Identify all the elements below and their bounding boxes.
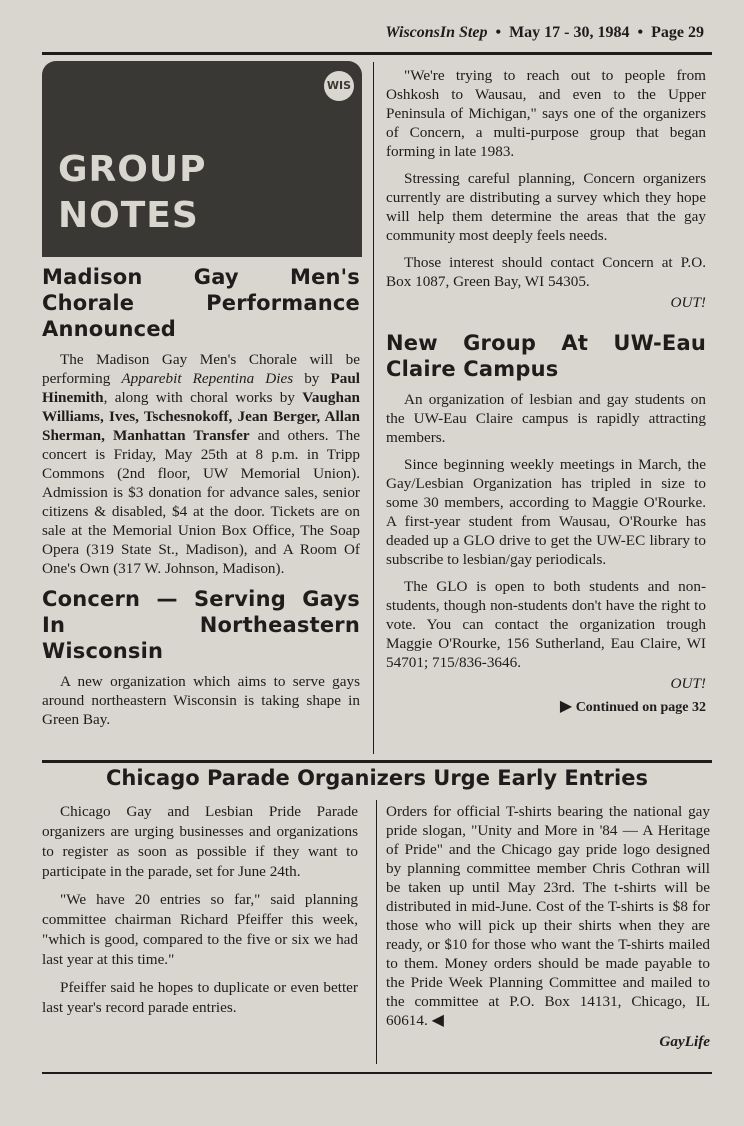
banner-title	[58, 147, 207, 239]
concern-paragraph-2: "We're trying to reach out to people from Oshkosh to Wausau, and even to the Upper Peninsula of Michigan," says one of the organizers of Concern, a multi-purpose group that began forming in late 1983.	[386, 67, 706, 160]
chicago-paragraph-2: "We have 20 entries so far," said planning committee chairman Richard Pfeiffer this week, "which is good, compared to the five or six we had last year at this time."	[42, 891, 358, 968]
eau-claire-paragraph-3: The GLO is open to both students and non-students, though non-students don't have the right to vote. You can contact the organization trough Maggie O'Rourke, 156 Sutherland, Eau Claire, WI 54701; 715/836-3646.	[386, 578, 706, 671]
composer-name: Paul Hinemith	[42, 370, 360, 406]
chicago-paragraph-1: Chicago Gay and Lesbian Pride Parade organizers are urging businesses and organizations to register as soon as possible if they want to participate in the parade, set for June 24th.	[42, 803, 358, 880]
banner-title-line1: GROUP	[58, 149, 207, 190]
wis-logo: WIS	[324, 71, 354, 101]
chicago-paragraph-4: Orders for official T-shirts bearing the national gay pride slogan, "Unity and More in '84 — A Heritage of Pride" and the Chicago gay pride logo designed by planning committee member Chris Cothran will be taken up until May 23rd. The t-shirts will be distributed in mid-June. Cost of the T-shirts is $8 for those who will pick up their shirts when they are ready, or $10 for those who want the T-shirts mailed to them. Money orders should be made payable to the Pride Week Planning Committee and mailed to the committee at P.O. Box 14131, Chicago, IL 60614. ◀	[386, 803, 710, 1029]
right-column	[386, 66, 706, 717]
end-mark-icon: ◀	[431, 1012, 444, 1029]
concern-signoff: OUT!	[670, 294, 706, 311]
chorale-paragraph: The Madison Gay Men's Chorale will be performing Apparebit Repentina Dies by Paul Hinemith, along with choral works by Vaughan Williams, Ives, Tschesnokoff, Jean Berger, Allan Sherman, Manhattan Transfer and others. The concert is Friday, May 25th at 8 p.m. in Tripp Commons (2nd floor, UW Memorial Union). Admission is $3 donation for advance sales, senior citizens & disabled, $4 at the door. Tickets are on sale at the Memorial Union Box Office, The Soap Opera (319 State St., Madison), and A Room Of One's Own (317 W. Johnson, Madison).	[42, 351, 360, 577]
chicago-left-column	[42, 802, 358, 1026]
composer-list: Vaughan Williams, Ives, Tschesnokoff, Jean Berger, Allan Sherman, Manhattan Transfer	[42, 389, 360, 444]
column-divider-bottom	[376, 800, 377, 1064]
banner-title-line2: NOTES	[58, 195, 199, 236]
work-title: Apparebit Repentina Dies	[121, 370, 294, 387]
concern-paragraph-3: Stressing careful planning, Concern organizers currently are distributing a survey which they hope will help them determine the areas that the gay community most deeply feels needs.	[386, 170, 706, 244]
section-rule	[42, 760, 712, 763]
chicago-right-column	[386, 802, 710, 1055]
group-notes-banner	[42, 61, 362, 257]
concern-paragraph-1: A new organization which aims to serve gays around northeastern Wisconsin is taking shape in Green Bay.	[42, 673, 360, 728]
eau-claire-headline: New Group At UW-Eau Claire Campus	[386, 331, 706, 381]
concern-headline: Concern — Serving Gays In Northeastern Wisconsin	[42, 587, 360, 663]
concern-paragraph-4: Those interest should contact Concern at P.O. Box 1087, Green Bay, WI 54305.	[386, 254, 706, 290]
publication-name: WisconsIn Step	[385, 24, 488, 41]
chicago-headline: Chicago Parade Organizers Urge Early Entries	[106, 766, 648, 790]
page-number: Page 29	[651, 24, 704, 41]
continued-notice: ▶ Continued on page 32	[559, 698, 706, 715]
eau-claire-paragraph-1: An organization of lesbian and gay students on the UW-Eau Claire campus is rapidly attracting members.	[386, 391, 706, 446]
top-rule	[42, 52, 712, 55]
running-head: WisconsIn Step • May 17 - 30, 1984 • Page 29	[385, 24, 704, 41]
chorale-headline: Madison Gay Men's Chorale Performance Announced	[42, 265, 360, 341]
eau-claire-paragraph-2: Since beginning weekly meetings in March, the Gay/Lesbian Organization has tripled in size to some 30 members, according to Maggie O'Rourke. A first-year student from Wausau, O'Rourke has deaded up a GLO drive to get the UW-EC library to subscribe to lesbian/gay periodicals.	[386, 456, 706, 568]
bottom-rule	[42, 1072, 712, 1074]
chicago-paragraph-3: Pfeiffer said he hopes to duplicate or even better last year's record parade entries.	[42, 979, 358, 1016]
eau-claire-signoff: OUT!	[670, 675, 706, 692]
continued-arrow-icon: ▶	[559, 698, 573, 715]
issue-date: May 17 - 30, 1984	[509, 24, 630, 41]
column-divider-top	[373, 62, 374, 754]
left-column	[42, 264, 360, 737]
chicago-signoff: GayLife	[659, 1033, 710, 1050]
